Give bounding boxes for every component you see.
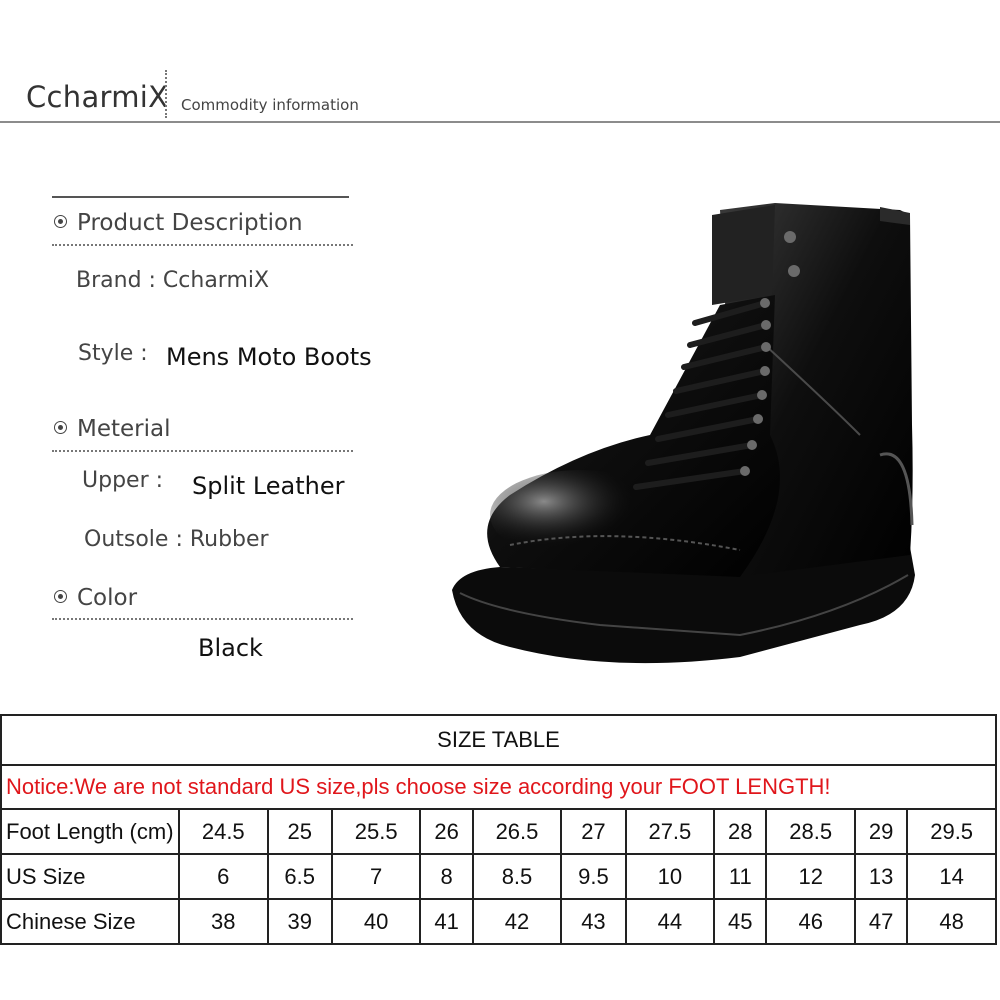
table-cell: 25.5: [332, 809, 421, 854]
upper-value: Split Leather: [192, 472, 345, 500]
table-row: [1, 809, 996, 854]
table-cell: 47: [855, 899, 907, 944]
header-divider: [165, 70, 167, 118]
table-cell: 25: [268, 809, 332, 854]
table-row: [1, 854, 996, 899]
row-label: Chinese Size: [1, 899, 179, 944]
boot-image: [440, 195, 920, 675]
description-top-rule: [52, 196, 349, 198]
table-cell: 28: [714, 809, 766, 854]
color-value: Black: [198, 634, 263, 662]
table-row: [1, 899, 996, 944]
table-cell: 45: [714, 899, 766, 944]
table-cell: 29: [855, 809, 907, 854]
table-cell: 8: [420, 854, 472, 899]
table-cell: 44: [626, 899, 715, 944]
table-cell: 6: [179, 854, 268, 899]
table-cell: 24.5: [179, 809, 268, 854]
row-label: US Size: [1, 854, 179, 899]
size-table: [0, 714, 997, 945]
table-cell: 28.5: [766, 809, 855, 854]
upper-label: Upper :: [82, 468, 164, 493]
table-cell: 43: [561, 899, 625, 944]
color-heading: Color: [54, 585, 137, 611]
table-cell: 6.5: [268, 854, 332, 899]
dotted-rule: [52, 244, 353, 246]
table-cell: 39: [268, 899, 332, 944]
bullet-icon: [54, 215, 67, 228]
bullet-icon: [54, 590, 67, 603]
size-notice: Notice:We are not standard US size,pls choose size according your FOOT LENGTH!: [1, 765, 996, 809]
bullet-icon: [54, 421, 67, 434]
table-cell: 29.5: [907, 809, 996, 854]
table-cell: 27.5: [626, 809, 715, 854]
brand-field: Brand : CcharmiX: [76, 268, 270, 293]
table-cell: 42: [473, 899, 562, 944]
product-description-heading: Product Description: [54, 210, 303, 236]
table-cell: 13: [855, 854, 907, 899]
table-cell: 9.5: [561, 854, 625, 899]
material-heading: Meterial: [54, 416, 171, 442]
dotted-rule: [52, 618, 353, 620]
table-cell: 48: [907, 899, 996, 944]
dotted-rule: [52, 450, 353, 452]
row-label: Foot Length (cm): [1, 809, 179, 854]
table-cell: 41: [420, 899, 472, 944]
header-subtitle: Commodity information: [181, 96, 359, 114]
table-cell: 26.5: [473, 809, 562, 854]
style-label: Style :: [78, 341, 148, 366]
size-table-title: SIZE TABLE: [1, 715, 996, 765]
table-cell: 46: [766, 899, 855, 944]
header-rule: [0, 121, 1000, 123]
table-cell: 11: [714, 854, 766, 899]
outsole-field: Outsole : Rubber: [84, 527, 269, 552]
table-cell: 8.5: [473, 854, 562, 899]
table-cell: 26: [420, 809, 472, 854]
table-cell: 12: [766, 854, 855, 899]
brand-logo: CcharmiX: [26, 80, 169, 114]
table-cell: 40: [332, 899, 421, 944]
style-value: Mens Moto Boots: [166, 343, 372, 371]
table-cell: 10: [626, 854, 715, 899]
table-cell: 38: [179, 899, 268, 944]
table-cell: 27: [561, 809, 625, 854]
table-cell: 14: [907, 854, 996, 899]
header: [0, 0, 1000, 126]
table-cell: 7: [332, 854, 421, 899]
